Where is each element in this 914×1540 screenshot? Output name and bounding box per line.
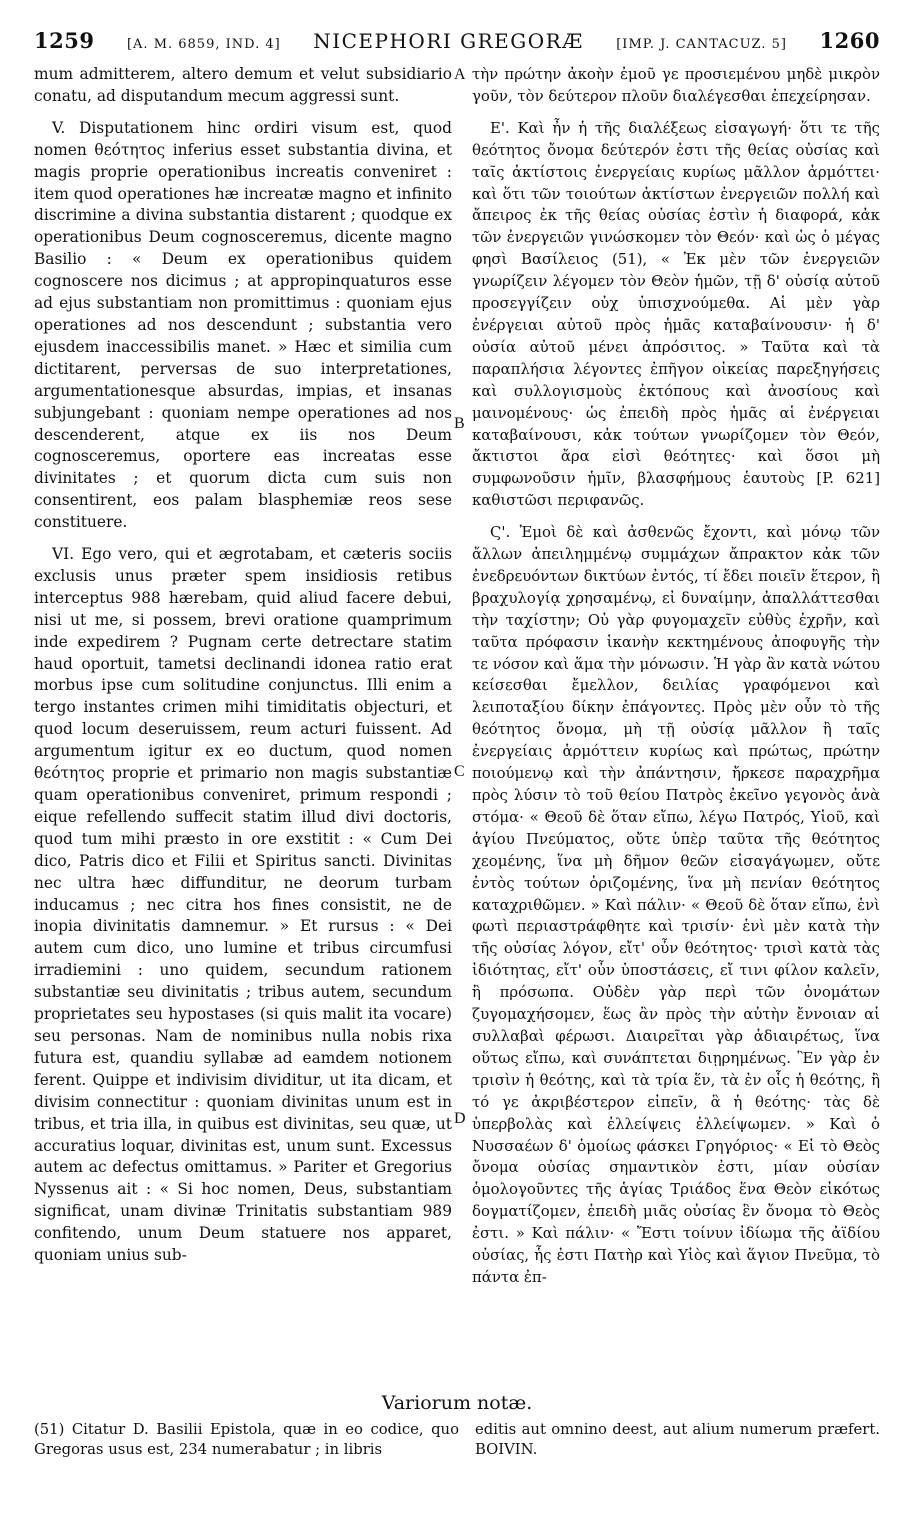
latin-paragraph: mum admitterem, altero demum et velut subsidiario conatu, ad disputandum mecum aggressi sunt. [34, 65, 452, 105]
margin-letter-a: A [454, 66, 466, 83]
right-chronology: [IMP. J. CANTACUZ. 5] [616, 37, 787, 52]
margin-letter-b: B [454, 415, 465, 432]
running-header [34, 28, 880, 56]
latin-paragraph: V. Disputationem hinc ordiri visum est, quod nomen θεότητος inferius esset substantia divina, et magis proprie operationibus increatis conveniret : item quod operationes hæ increatæ magno et infinito discrimine a divina substantia distarent ; quodque ex operationibus Deum cognosceremus, dicente magno Basilio : « Deum ex operationibus quidem cognoscere nos dicimus ; at appropinquaturos esse ad ejus substantiam non promittimus : quoniam ejus operationes ad nos descendunt ; substantia vero ejusdem inaccessibilis manet. » Hæc et similia cum dictitarent, perversas de suo interpretationes, argumentationesque absurdas, impias, et insanas subjungebant : quoniam nempe operationes ad nos descenderent, atque ex iis nos Deum cognosceremus, oportere eas increatas esse divinitates ; et quorum dicta cum suis non consentirent, eos palam blasphemiæ reos sese constituere. [34, 118, 452, 532]
greek-paragraph: Ϛ'. Ἐμοὶ δὲ καὶ ἀσθενῶς ἔχοντι, καὶ μόνῳ τῶν ἄλλων ἀπειλημμένῳ συμμάχων ἄπρακτον κἀκ τῶν ἐνεδρευόντων δικτύων ἐντός, τί ἔδει ποιεῖν ἕτερον, ἢ βραχυλογίᾳ χρησαμένῳ, εἰ δυναίμην, ἀπαλλάττεσθαι τὴν ταχίστην; Οὐ γὰρ φυγομαχεῖν εὐθὺς ἐχρῆν, καὶ ταῦτα πρόφασιν ἱκανὴν κεκτημένους ἀποφυγῆς τὴν τε νόσον καὶ ἅμα τὴν μόνωσιν. Ἡ γὰρ ἂν κατὰ νώτου κείσεσθαι ἔμελλον, δειλίας γραφόμενοι καὶ λειποταξίου δίκην ἐπάγοντες. Πρὸς μὲν οὖν τὸ τῆς θεότητος ὄνομα, μὴ τῇ οὐσίᾳ μᾶλλον ἢ ταῖς ἐνεργείαις ἁρμόττειν κυρίως καὶ πρώτως, πρώτην ποιούμενῳ καὶ τὴν ἀπάντησιν, ἤρκεσε παραχρῆμα πρὸς λύσιν τὸ τοῦ θείου Πατρὸς ἐκεῖνο γεγονὸς ἀνὰ στόμα· « Θεοῦ δὲ ὅταν εἴπω, λέγω Πατρός, Υἱοῦ, καὶ ἁγίου Πνεύματος, οὔτε ὑπὲρ ταῦτα τῆς θεότητος χεομένης, ἵνα μὴ δῆμον θεῶν εἰσαγάγωμεν, οὔτε ἐντὸς τούτων ὁριζομένης, ἵνα μὴ πενίαν θεότητος καταχριθῶμεν. » Καὶ πάλιν· « Θεοῦ δὲ ὅταν εἴπω, ἑνὶ φωτὶ περιαστράφθητε καὶ τρισίν· ἑνὶ μὲν κατὰ τὴν τῆς οὐσίας λόγον, εἴτ' οὖν θεότητος· τρισὶ κατὰ τὰς ἰδιότητας, εἴτ' οὖν ὑποστάσεις, εἴ τινι φίλον καλεῖν, ἢ πρόσωπα. Οὐδὲν γὰρ περὶ τῶν ὀνομάτων ζυγομαχήσομεν, ἕως ἂν πρὸς τὴν αὐτὴν ἔννοιαν αἱ συλλαβαὶ φέρωσι. Διαιρεῖται γὰρ ἀδιαιρέτως, ἵνα οὕτως εἴπω, καὶ συνάπτεται διῃρημένως. Ἓν γὰρ ἐν τρισὶν ἡ θεότης, καὶ τὰ τρία ἕν, τὰ ἐν οἷς ἡ θεότης, ἢ τό γε ἀκριβέστερον εἰπεῖν, ἃ ἡ θεότης· τὰς δὲ ὑπερβολὰς καὶ ἐλλείψεις ἐλλείψωμεν. » Καὶ ὁ Νυσσαέων δ' ὁμοίως φάσκει Γρηγόριος· « Εἰ τὸ Θεὸς ὄνομα οὐσίας σημαντικὸν ἐστι, μίαν οὐσίαν ὁμολογοῦντες τῆς ἁγίας Τριάδος ἕνα Θεὸν εἰκότως δογματίζομεν, ἐπειδὴ μιᾶς οὐσίας ἓν ὄνομα τὸ Θεὸς ἐστι. » Καὶ πάλιν· « Ἔστι τοίνυν ἰδίωμα τῆς ἀϊδίου οὐσίας, ἧς ἐστι Πατὴρ καὶ Υἱὸς καὶ ἅγιον Πνεῦμα, τὸ πάντα ἐπ- [472, 523, 880, 1286]
footnote-left: (51) Citatur D. Basilii Epistola, quæ in eo codice, quo Gregoras usus est, 234 numerabatur ; in libris [34, 1421, 459, 1458]
greek-column [472, 64, 880, 1289]
greek-paragraph: τὴν πρώτην ἀκοὴν ἐμοῦ γε προσιεμένου μηδὲ μικρὸν γοῦν, τὸν δεύτερον πλοῦν διαλέγεσθαι ἐπεχείρησαν. [472, 65, 880, 105]
footnote-right: editis aut omnino deest, aut alium numerum præfert. BOIVIN. [475, 1421, 880, 1458]
notes-heading: Variorum notæ. [381, 1392, 533, 1414]
right-page-number: 1260 [819, 28, 880, 53]
margin-letter-d: D [454, 1110, 466, 1127]
running-title: NICEPHORI GREGORÆ [313, 29, 584, 53]
left-page-number: 1259 [34, 28, 95, 53]
greek-paragraph: Ε'. Καὶ ἦν ἡ τῆς διαλέξεως εἰσαγωγή· ὅτι τε τῆς θεότητος ὄνομα δεύτερόν ἐστι τῆς θείας οὐσίας καὶ ταῖς ἀκτίστοις ἐνεργείαις κυρίως μᾶλλον ἁρμόττει· καὶ ὅτι τῶν τοιούτων ἀκτίστων ἐνεργειῶν πολλή καὶ ἄπειρος ἐκ τῆς θείας οὐσίας ἐστὶν ἡ διαφορά, κἀκ τῶν ἐνεργειῶν γινώσκομεν τὸν Θεόν· καὶ ὡς ὁ μέγας φησὶ Βασίλειος (51), « Ἐκ μὲν τῶν ἐνεργειῶν γνωρίζειν λέγομεν τὸν Θεὸν ἡμῶν, τῇ δ' οὐσίᾳ αὐτοῦ προσεγγίζειν οὐχ ὑπισχνούμεθα. Αἱ μὲν γὰρ ἐνέργειαι αὐτοῦ πρὸς ἡμᾶς καταβαίνουσιν· ἡ δ' οὐσία αὐτοῦ μένει ἀπρόσιτος. » Ταῦτα καὶ τὰ παραπλήσια λέγοντες ἐπῆγον οἰκείας παρεξηγήσεις καὶ συλλογισμοὺς ἐκτόπους καὶ ἀνοσίους καὶ μαινομένους· ὡς ἐπειδὴ πρὸς ἡμᾶς αἱ ἐνέργειαι καταβαίνουσι, κἀκ τούτων γνωρίζομεν τὸν Θεόν, ἄκτιστοι ἄρα εἰσὶ θεότητες· καὶ ὅσοι μὴ συμφωνοῦσιν ἡμῖν, βλασφήμους ἑαυτοὺς [P. 621] καθιστῶσι περιφανῶς. [472, 118, 880, 510]
left-chronology: [A. M. 6859, IND. 4] [126, 37, 281, 52]
footnotes [34, 1420, 880, 1460]
latin-column [34, 64, 452, 1267]
latin-paragraph: VI. Ego vero, qui et ægrotabam, et cæteris sociis exclusis unus præter spem insidiosis retibus interceptus 988 hærebam, quid aliud facere debui, nisi ut me, si possem, brevi oratione quamprimum inde expedirem ? Pugnam certe detrectare statim haud oportuit, tametsi declinandi idonea ratio erat morbus ipse cum solitudine conjunctus. Illi enim a tergo instantes crimen mihi timiditatis objecturi, et quod locum deseruissem, reum acturi fuissent. Ad argumentum igitur ex eo ductum, quod nomen θεότητος proprie et primario non magis substantiæ quam operationibus conveniret, primum respondi ; eique refellendo suffecit statim illud divi doctoris, quod tum mihi præsto in ore exstitit : « Cum Dei dico, Patris dico et Filii et Spiritus sancti. Divinitas nec ultra hæc diffunditur, ne deorum turbam inducamus ; nec citra hos fines consistit, ne de inopia divinitatis damnemur. » Et rursus : « Dei autem cum dico, uno lumine et tribus circumfusi irradiemini : uno quidem, secundum rationem substantiæ seu divinitatis ; tribus autem, secundum proprietates seu hypostases (si quis malit ita vocare) seu personas. Nam de nominibus nulla nobis rixa futura est, quandiu syllabæ ad eamdem notionem ferent. Quippe et indivisim dividitur, ut ita dicam, et divisim connectitur : quoniam divinitas unum est in tribus, et tria illa, in quibus est divinitas, seu quæ, ut accuratius loquar, divinitas est, unum sunt. Excessus autem ac defectus omittamus. » Pariter et Gregorius Nyssenus ait : « Si hoc nomen, Deus, substantiam significat, unam divinæ Trinitatis substantiam 989 confitendo, unum Deum statuere nos apparet, quoniam unius sub- [34, 545, 452, 1265]
margin-letter-c: C [454, 763, 465, 780]
